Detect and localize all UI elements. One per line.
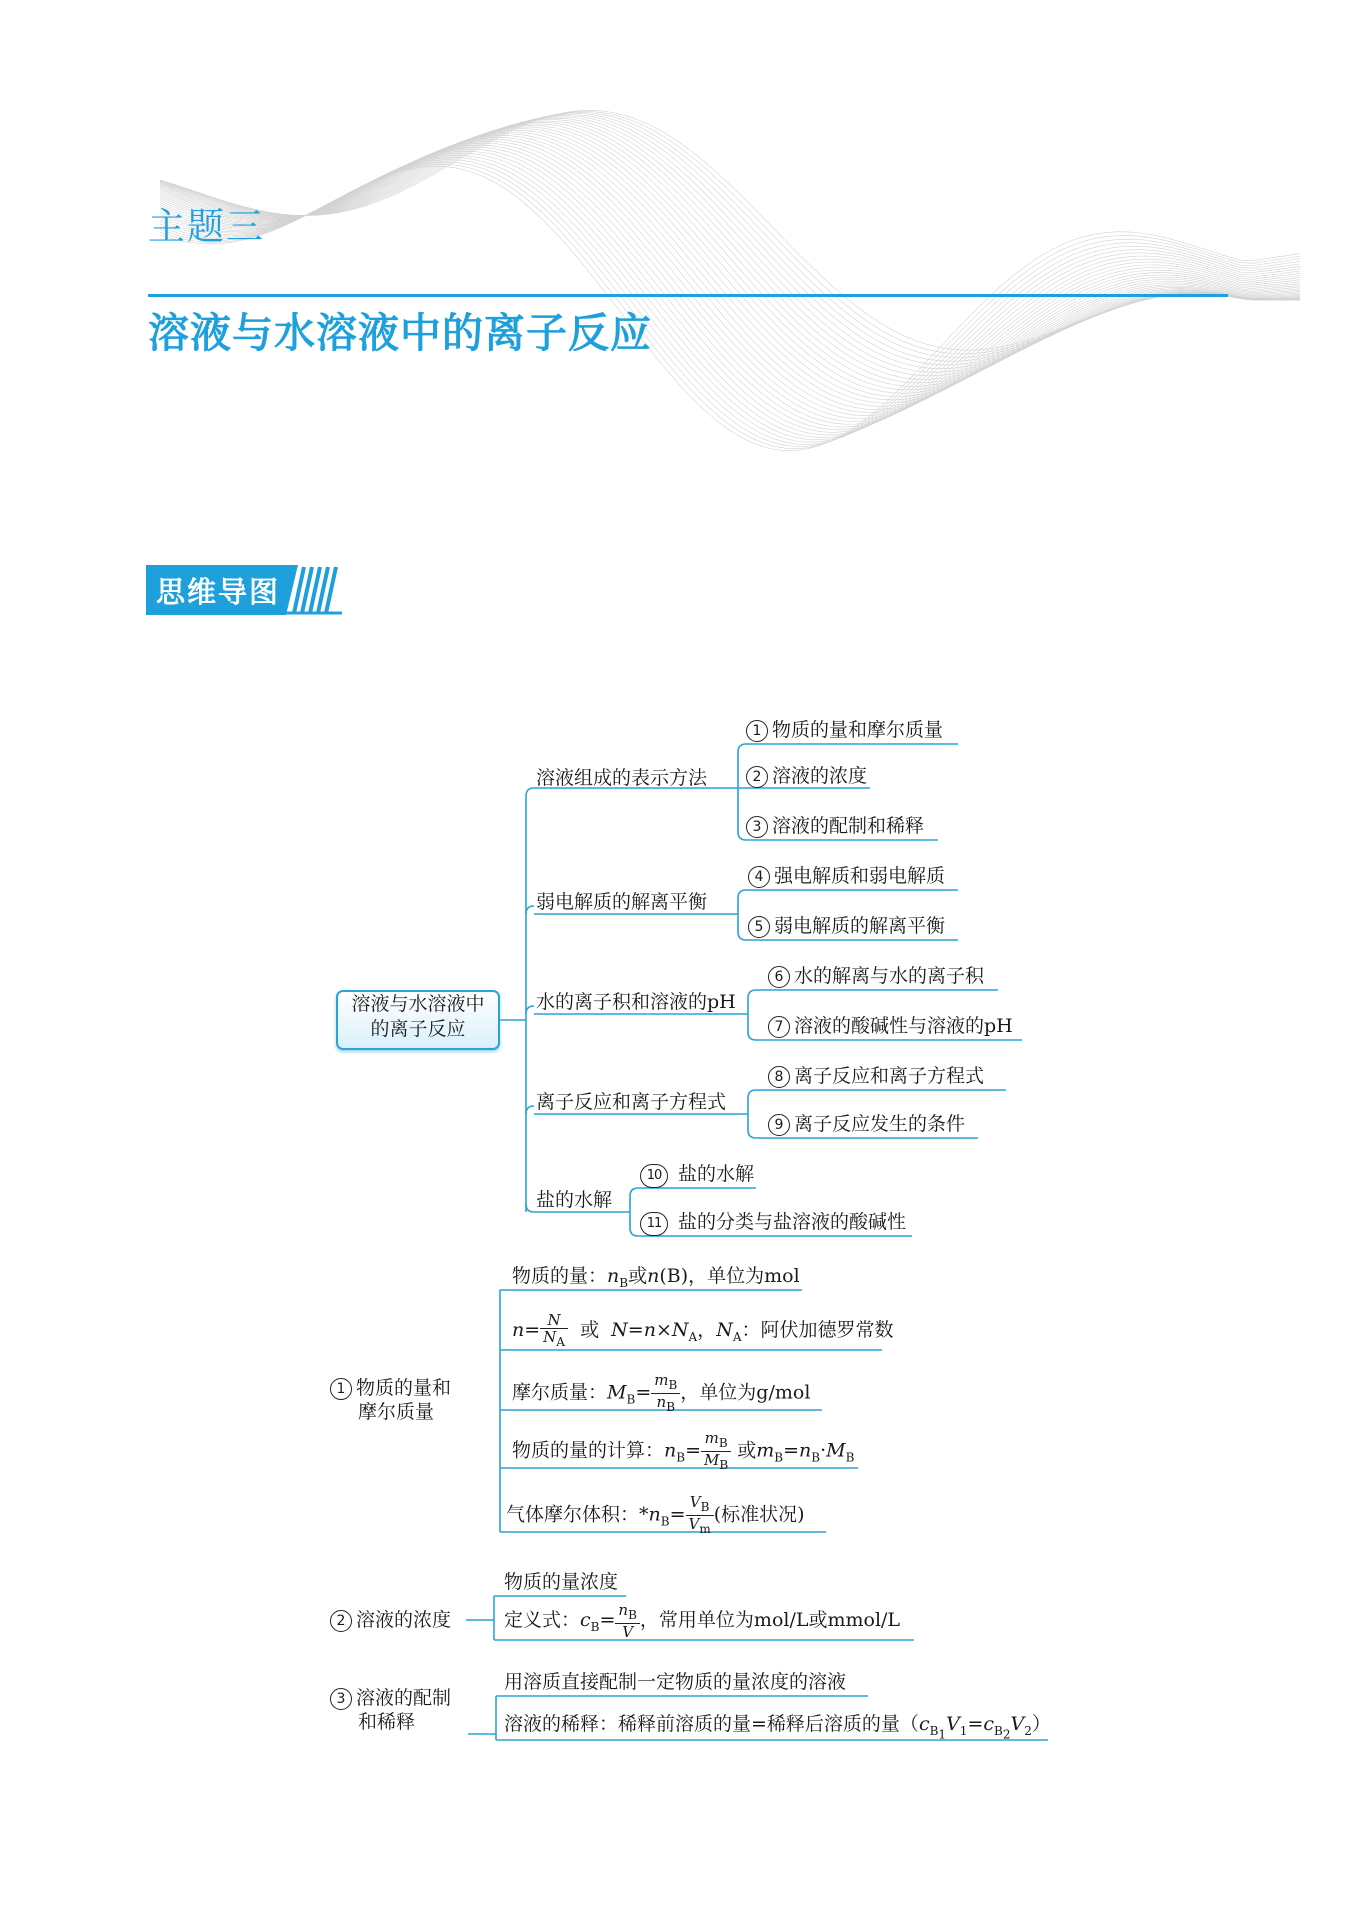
circled-number: 2: [746, 766, 768, 788]
fraction: [540, 1312, 568, 1350]
var: c: [983, 1713, 995, 1735]
detail-label-line: 物质的量和: [356, 1377, 452, 1399]
text: ，单位为g/mol: [680, 1381, 811, 1404]
sub-sub: 1: [938, 1727, 947, 1742]
section-badge-label: 思维导图: [156, 575, 281, 609]
leaf-item: [748, 914, 945, 938]
text: 或: [628, 1265, 648, 1287]
var: n: [643, 1319, 656, 1341]
text: (B)，单位为mol: [659, 1265, 800, 1287]
circled-number: 3: [330, 1688, 352, 1710]
leaf-item: [768, 1014, 1013, 1038]
leaf-text: 强电解质和弱电解质: [774, 865, 946, 887]
leaf-item: [640, 1210, 906, 1236]
numerator: [701, 1430, 731, 1452]
sub: B: [628, 1608, 637, 1622]
detail1-label-line2: 摩尔质量: [358, 1401, 435, 1423]
leaf-item: [746, 764, 867, 788]
var: V: [689, 1493, 701, 1511]
formula-avogadro: [512, 1312, 894, 1350]
leaf-text: 溶液的配制和稀释: [772, 815, 925, 837]
detail1-label: [330, 1376, 451, 1400]
circled-number: 5: [748, 916, 770, 938]
var: M: [826, 1439, 846, 1462]
text: ）: [1031, 1713, 1051, 1735]
sub: B: [719, 1458, 729, 1472]
text: 物质的量的计算：: [512, 1439, 665, 1462]
sub-text: B: [929, 1723, 939, 1738]
branch-label: 离子反应和离子方程式: [536, 1091, 727, 1113]
var: m: [654, 1371, 669, 1389]
circled-number: 10: [640, 1164, 668, 1188]
circled-number: 6: [768, 966, 790, 988]
sub: m: [699, 1522, 711, 1536]
detail2-item1: 物质的量浓度: [504, 1571, 619, 1593]
text: 定义式：: [504, 1609, 581, 1631]
var: M: [607, 1381, 627, 1404]
text: 或: [580, 1319, 600, 1341]
sub: B: [660, 1514, 670, 1529]
var: V: [1010, 1713, 1025, 1735]
sub: A: [688, 1329, 698, 1344]
var: m: [756, 1439, 775, 1462]
sub: B: [718, 1436, 728, 1450]
leaf-text: 溶液的浓度: [772, 765, 868, 787]
detail3-item1: 用溶质直接配制一定物质的量浓度的溶液: [504, 1671, 847, 1693]
sub: B: [811, 1450, 821, 1465]
circled-number: 3: [746, 816, 768, 838]
op: =: [967, 1713, 984, 1735]
sub: B: [668, 1378, 678, 1392]
fraction: [701, 1430, 731, 1473]
numerator: [686, 1494, 714, 1516]
sub-sub: 2: [1002, 1727, 1011, 1742]
var: N: [671, 1319, 689, 1341]
formula-calc: [512, 1430, 854, 1473]
leaf-item: [640, 1162, 754, 1188]
leaf-item: [746, 814, 924, 838]
root-line-1: 溶液与水溶液中: [351, 993, 485, 1015]
topic-label: 主题三: [148, 205, 265, 248]
text: 或: [737, 1439, 757, 1462]
var: n: [664, 1439, 677, 1462]
circled-number: 1: [746, 720, 768, 742]
leaf-text: 盐的分类与盐溶液的酸碱性: [678, 1211, 907, 1233]
var: m: [704, 1429, 719, 1447]
var: N: [543, 1328, 557, 1346]
detail3-label-line2: 和稀释: [358, 1711, 416, 1733]
page-title: 溶液与水溶液中的离子反应: [148, 309, 652, 357]
leaf-item: [768, 1064, 984, 1088]
sub: 2: [1024, 1723, 1032, 1738]
text: 溶液的稀释：稀释前溶质的量=稀释后溶质的量: [504, 1713, 900, 1735]
circled-number: 1: [330, 1378, 352, 1400]
sub: B: [845, 1450, 855, 1465]
detail3-label: [330, 1686, 451, 1710]
circled-number: 7: [768, 1016, 790, 1038]
var: c: [918, 1713, 930, 1735]
formula-molar-mass: [512, 1372, 810, 1415]
sub: B: [619, 1275, 629, 1290]
var: n: [656, 1393, 667, 1411]
formula-gas-volume: [506, 1494, 805, 1537]
branch-label: 盐的水解: [536, 1189, 613, 1211]
denominator: [686, 1516, 714, 1537]
root-line-2: 的离子反应: [370, 1018, 466, 1040]
op: =: [669, 1503, 686, 1526]
denominator: [701, 1452, 731, 1473]
leaf-item: [768, 964, 984, 988]
mindmap-root: [336, 990, 500, 1050]
text: (标准状况): [713, 1503, 805, 1526]
text: *: [639, 1503, 649, 1526]
fraction: [615, 1602, 640, 1640]
sub: B: [700, 1500, 710, 1514]
var: V: [688, 1515, 700, 1533]
var: n: [647, 1265, 660, 1287]
fraction: [651, 1372, 680, 1415]
sub: B: [590, 1619, 600, 1634]
sub: B: [676, 1450, 686, 1465]
branch-label: 溶液组成的表示方法: [536, 767, 708, 789]
sub: 1: [959, 1723, 968, 1738]
var: n: [799, 1439, 812, 1462]
text: ：阿伏加德罗常数: [741, 1319, 894, 1341]
sub: A: [732, 1329, 742, 1344]
denominator: V: [622, 1623, 634, 1641]
leaf-item: [746, 718, 943, 742]
leaf-text: 离子反应和离子方程式: [794, 1065, 985, 1087]
text: 气体摩尔体积：: [506, 1503, 640, 1526]
text: ，常用单位为mol/L或mmol/L: [639, 1609, 901, 1631]
denominator: [651, 1394, 680, 1415]
detail-label-line: 溶液的配制: [356, 1687, 452, 1709]
branch-label: 水的离子积和溶液的pH: [536, 991, 736, 1013]
leaf-text: 水的解离与水的离子积: [794, 965, 985, 987]
circled-number: 11: [640, 1212, 668, 1236]
sub: [994, 1723, 1011, 1742]
text: 物质的量：: [512, 1265, 608, 1287]
branch-label: 弱电解质的解离平衡: [536, 891, 708, 913]
leaf-text: 离子反应发生的条件: [794, 1113, 966, 1135]
circled-number: 9: [768, 1114, 790, 1136]
numerator: N: [540, 1312, 568, 1329]
leaf-text: 盐的水解: [678, 1163, 755, 1185]
op: =: [685, 1439, 702, 1462]
numerator: [651, 1372, 680, 1394]
leaf-item: [748, 864, 945, 888]
text: （: [899, 1713, 919, 1735]
formula-concentration: [504, 1602, 900, 1640]
var: n: [607, 1265, 620, 1287]
circled-number: 4: [748, 866, 770, 888]
leaf-text: 物质的量和摩尔质量: [772, 719, 944, 741]
op: =: [635, 1381, 652, 1404]
var: n: [648, 1503, 661, 1526]
detail2-label: [330, 1608, 451, 1632]
sub: B: [774, 1450, 784, 1465]
op: =: [524, 1319, 541, 1341]
numerator: [615, 1602, 640, 1624]
leaf-item: [768, 1112, 965, 1136]
sub: B: [666, 1400, 676, 1414]
formula-amount: [512, 1264, 800, 1295]
op: =: [599, 1609, 616, 1631]
var: n: [512, 1319, 525, 1341]
text: 摩尔质量：: [512, 1381, 608, 1404]
var: N: [716, 1319, 733, 1341]
sub: B: [626, 1392, 636, 1407]
circled-number: 2: [330, 1610, 352, 1632]
sub: [929, 1723, 947, 1742]
var: c: [580, 1609, 591, 1631]
var: V: [946, 1713, 960, 1735]
formula-dilution: [504, 1712, 1051, 1746]
var: N: [611, 1319, 628, 1341]
fraction: [686, 1494, 714, 1537]
sub: A: [556, 1335, 565, 1349]
sub-text: B: [994, 1723, 1003, 1738]
circled-number: 8: [768, 1066, 790, 1088]
detail-label-line: 溶液的浓度: [356, 1609, 452, 1631]
text: ，: [697, 1319, 717, 1341]
op: =: [783, 1439, 800, 1462]
op: ×: [655, 1319, 672, 1341]
leaf-text: 弱电解质的解离平衡: [774, 915, 946, 937]
var: M: [704, 1451, 720, 1469]
var: n: [618, 1601, 629, 1619]
denominator: [540, 1329, 568, 1350]
op: ·: [820, 1439, 827, 1462]
leaf-text: 溶液的酸碱性与溶液的pH: [794, 1015, 1013, 1037]
op: =: [627, 1319, 644, 1341]
